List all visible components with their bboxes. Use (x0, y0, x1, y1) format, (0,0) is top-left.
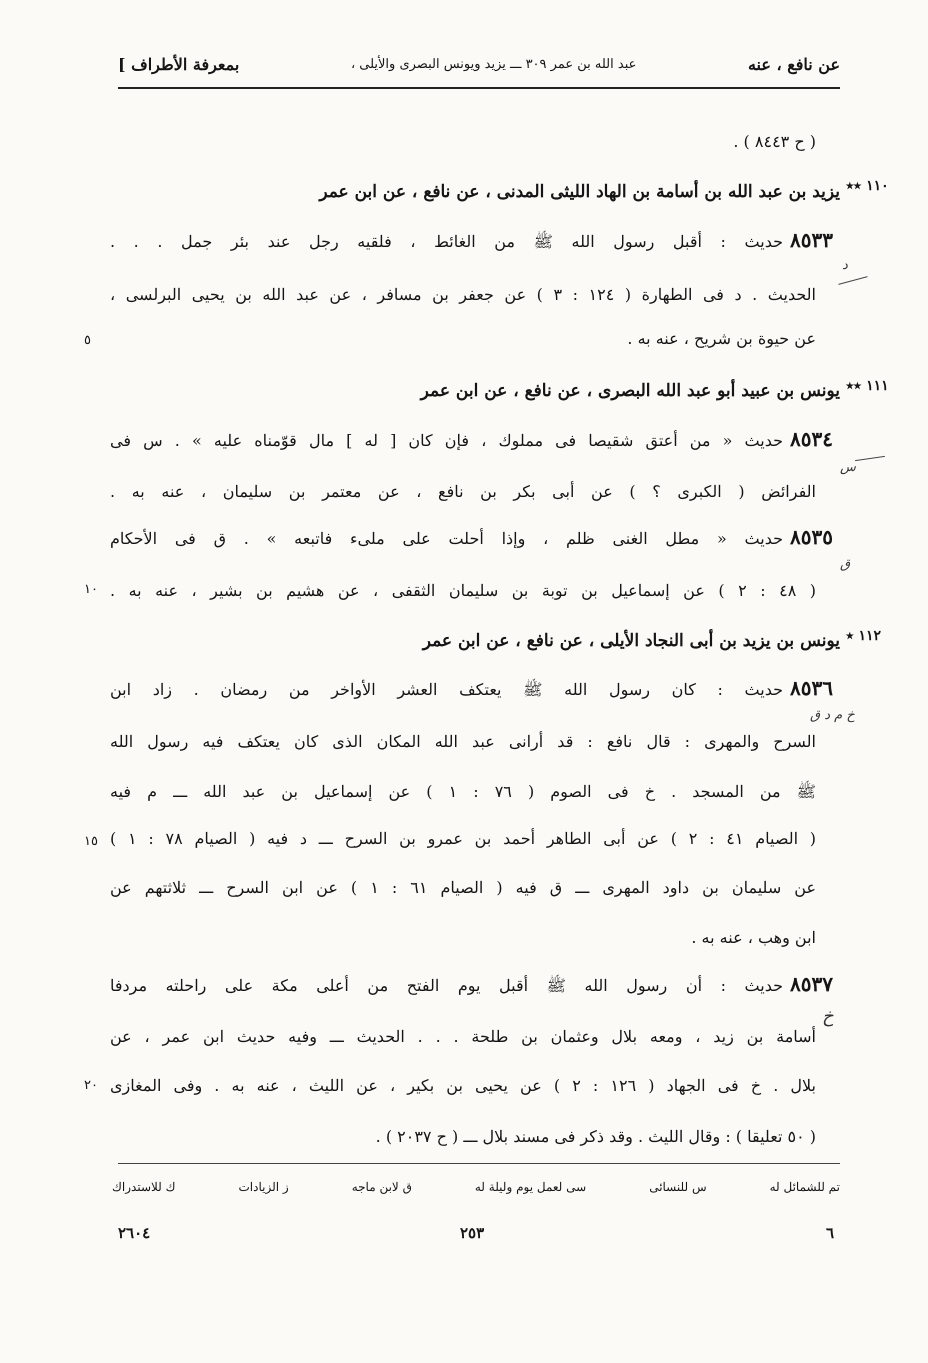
hadith-number: ٨٥٣٥ (790, 525, 833, 549)
text-line: أسامة بن زيد ، ومعه بلال وعثمان بن طلحة . . . الحديث ـــ وفيه حديث ابن عمر ، عن (110, 1027, 816, 1046)
text-line: ( ٤٨ : ٢ ) عن إسماعيل بن توبة بن سليمان الثقفى ، عن هشيم بن بشير ، عنه به . (110, 581, 817, 600)
margin-note: خ (822, 1006, 834, 1027)
footer-rule (118, 1163, 840, 1164)
text-line: حديث « من أعتق شقيصا فى مملوك ، فإن كان [ له ] مال قوّمناه عليه » . س فى (110, 431, 783, 450)
text-line: ( ح ٨٤٤٣ ) . (733, 132, 816, 151)
text-line: عن سليمان بن داود المهرى ـــ ق فيه ( الصيام ٦١ : ١ ) عن ابن السرح ـــ ثلاثتهم عن (110, 878, 817, 897)
legend-item: س للنسائى (649, 1180, 707, 1194)
text-line: ﷺ من المسجد . خ فى الصوم ( ٧٦ : ١ ) عن إسماعيل بن عبد الله ـــ م فيه (110, 782, 817, 801)
text-line: عن حيوة بن شريح ، عنه به . (627, 329, 816, 348)
heading-number: ١١٠ ٭٭ (846, 178, 889, 194)
hadith-number: ٨٥٣٧ (790, 972, 833, 996)
text-line: بلال . خ فى الجهاد ( ١٢٦ : ٢ ) عن يحيى بن بكير ، عن الليث ، عنه به . وفى المغازى (110, 1076, 816, 1095)
hadith-number: ٨٥٣٦ (790, 676, 833, 700)
text-line: ( الصيام ٤١ : ٢ ) عن أبى الطاهر أحمد بن عمرو بن السرح ـــ د فيه ( الصيام ٧٨ : ١ ) (110, 829, 817, 848)
narrator-heading: يونس بن يزيد بن أبى النجاد الأيلى ، عن نافع ، عن ابن عمر (422, 631, 840, 651)
text-line: ( ٥٠ تعليقا ) : وقال الليث . وقد ذكر فى مسند بلال ـــ ( ح ٢٠٣٧ ) . (375, 1127, 816, 1146)
text-line: حديث : أن رسول الله ﷺ أقبل يوم الفتح من أعلى مكة على راحلته مردفا (110, 976, 783, 995)
margin-note: س (840, 460, 856, 475)
narrator-heading: يونس بن عبيد أبو عبد الله البصرى ، عن نافع ، عن ابن عمر (420, 381, 840, 401)
line-number: ٢٠ (84, 1078, 98, 1093)
text-line: حديث : كان رسول الله ﷺ يعتكف العشر الأواخر من رمضان . زاد ابن (110, 680, 783, 699)
volume-number: ٦ (826, 1224, 835, 1242)
legend-item: ق لابن ماجه (351, 1180, 412, 1194)
text-line: السرح والمهرى : قال نافع : قد أرانى عبد الله المكان الذى كان يعتكف فيه رسول الله (110, 732, 816, 751)
header-title: بمعرفة الأطراف ] (118, 54, 240, 74)
margin-note: خ م د ق (810, 708, 855, 723)
heading-number: ١١١ ٭٭ (846, 378, 889, 394)
margin-stroke (855, 456, 885, 461)
hadith-number: ٨٥٣٤ (790, 427, 833, 451)
legend-item: تم للشمائل له (769, 1180, 840, 1194)
legend-item: ك للاستدراك (112, 1180, 176, 1194)
heading-number: ١١٢ ٭ (846, 628, 882, 644)
text-line: الفرائض ( الكبرى ؟ ) عن أبى بكر بن نافع ، عن معتمر بن سليمان ، عنه به . (110, 482, 816, 501)
line-number: ١٠ (84, 582, 98, 597)
text-line: حديث : أقبل رسول الله ﷺ من الغائط ، فلقيه رجل عند بئر جمل . . . (110, 232, 783, 251)
running-header (118, 44, 840, 84)
collection-page-number: ٢٦٠٤ (118, 1224, 151, 1242)
header-subtitle: عبد الله بن عمر ٣٠٩ ـــ يزيد ويونس البصرى والأيلى ، (350, 56, 637, 72)
line-number: ٥ (84, 333, 91, 348)
margin-stroke (838, 276, 867, 285)
page-number: ٢٥٣ (460, 1224, 485, 1242)
abbreviation-legend (112, 1180, 840, 1194)
hadith-number: ٨٥٣٣ (790, 228, 833, 252)
margin-note: د (842, 258, 848, 273)
text-line: الحديث . د فى الطهارة ( ١٢٤ : ٣ ) عن جعفر بن مسافر ، عن عبد الله بن يحيى البرلسى ، (110, 285, 817, 304)
legend-item: ز الزيادات (238, 1180, 289, 1194)
legend-item: سى لعمل يوم وليلة له (474, 1180, 587, 1194)
header-rule (118, 87, 840, 89)
text-line: ابن وهب ، عنه به . (691, 928, 816, 947)
margin-note: ق (840, 557, 851, 572)
line-number: ١٥ (84, 834, 98, 849)
narrator-heading: يزيد بن عبد الله بن أسامة بن الهاد الليثى المدنى ، عن نافع ، عن ابن عمر (319, 182, 840, 202)
text-line: حديث « مطل الغنى ظلم ، وإذا أحلت على ملىء فاتبعه » . ق فى الأحكام (110, 529, 783, 548)
header-chain: عن نافع ، عنه (747, 54, 840, 74)
